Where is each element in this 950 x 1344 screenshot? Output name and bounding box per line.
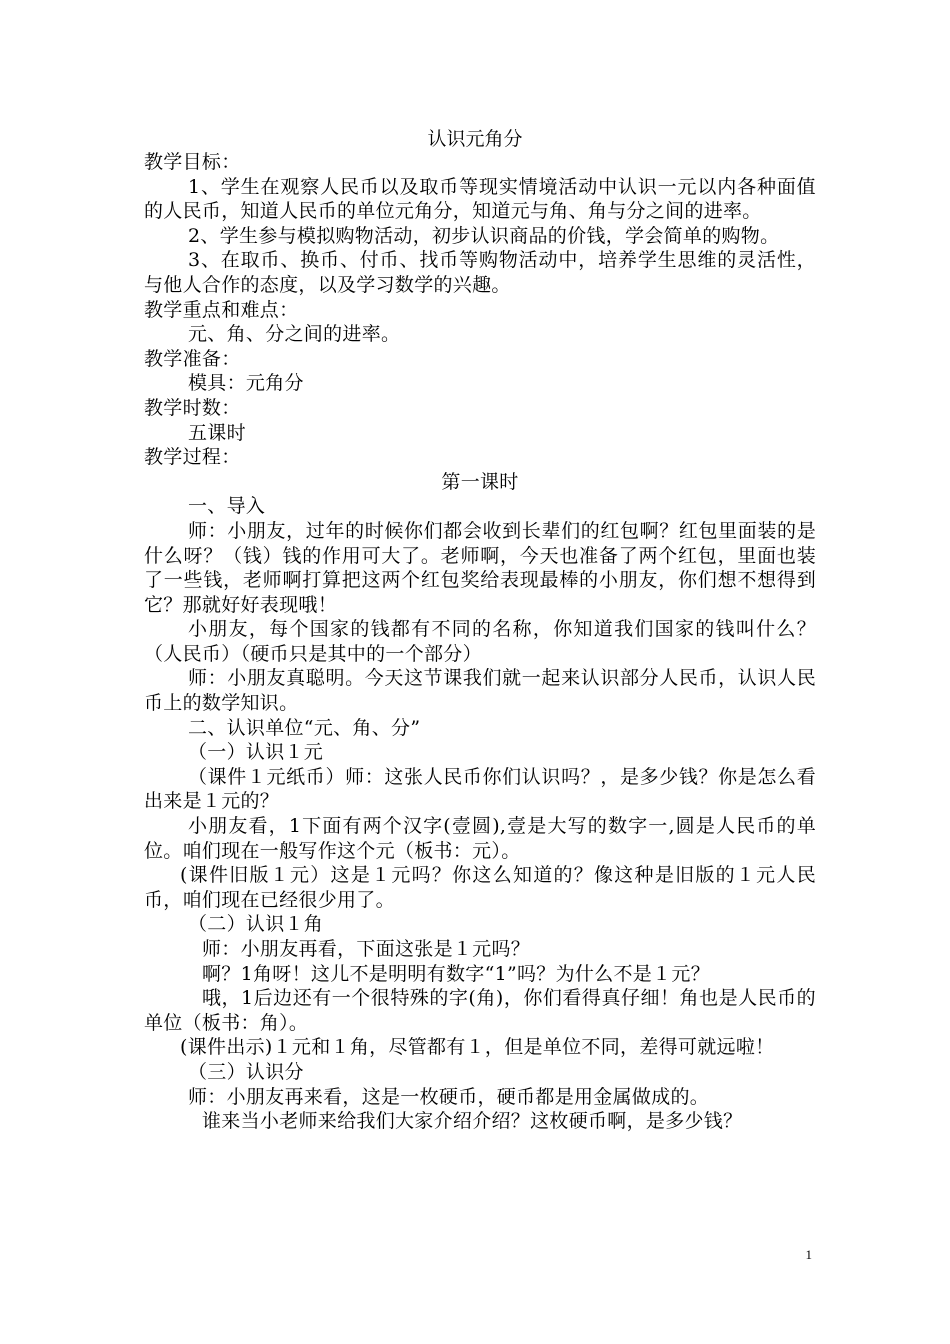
- paragraph: 哦，1后边还有一个很特殊的字(角)，你们看得真仔细！角也是人民币的单位（板书：角）。: [144, 987, 816, 1034]
- paragraph: 一、导入: [188, 495, 266, 518]
- section-heading-goals: 教学目标：: [144, 151, 241, 173]
- page-number: 1: [805, 1247, 812, 1262]
- goal-item-3: 3、在取币、换币、付币、找币等购物活动中，培养学生思维的灵活性，与他人合作的态度，以及学习数学的兴趣。: [144, 249, 816, 296]
- document-body: [144, 150, 816, 1134]
- section-heading-key-points: 教学重点和难点：: [144, 298, 299, 321]
- paragraph: 师：小朋友，过年的时候你们都会收到长辈们的红包啊？红包里面装的是什么呀？（钱）钱的作用可大了。老师啊，今天也准备了两个红包，里面也装了一些钱，老师啊打算把这两个红包奖给表现最棒的小朋友，你们想不想得到它？那就好好表现哦！: [144, 519, 816, 616]
- goal-item-1: 1、学生在观察人民币以及取币等现实情境活动中认识一元以内各种面值的人民币，知道人民币的单位元角分，知道元与角、角与分之间的进率。: [144, 175, 816, 223]
- section-heading-preparation: 教学准备：: [144, 347, 241, 370]
- paragraph: （二）认识１角: [188, 913, 324, 936]
- paragraph: 小朋友，每个国家的钱都有不同的名称，你知道我们国家的钱叫什么？（人民币）（硬币只是其中的一个部分）: [144, 618, 816, 665]
- section-heading-process: 教学过程：: [144, 446, 241, 469]
- key-points-text: 元、角、分之间的进率。: [188, 323, 401, 346]
- paragraph: （三）认识分: [188, 1060, 304, 1083]
- preparation-text: 模具：元角分: [188, 372, 304, 395]
- paragraph: 啊？1角呀！这儿不是明明有数字“1”吗？为什么不是１元？: [202, 962, 711, 985]
- goal-item-2: 2、学生参与模拟购物活动，初步认识商品的价钱，学会简单的购物。: [188, 224, 780, 247]
- lesson-title: 第一课时: [441, 470, 519, 493]
- paragraph: 二、认识单位“元、角、分”: [188, 716, 421, 739]
- paragraph: 谁来当小老师来给我们大家介绍介绍？这枚硬币啊，是多少钱？: [202, 1110, 743, 1133]
- paragraph: （课件１元纸币）师：这张人民币你们认识吗？，是多少钱？你是怎么看出来是１元的？: [144, 765, 816, 813]
- paragraph: (课件旧版１元）这是１元吗？你这么知道的？像这种是旧版的１元人民币，咱们现在已经很少用了。: [144, 864, 816, 911]
- section-heading-hours: 教学时数：: [144, 396, 241, 419]
- document-title: 认识元角分: [427, 128, 523, 150]
- paragraph: 师：小朋友再来看，这是一枚硬币，硬币都是用金属做成的。: [188, 1085, 710, 1108]
- paragraph: (课件出示)１元和１角，尽管都有１，但是单位不同，差得可就远啦！: [180, 1036, 775, 1059]
- paragraph: 师：小朋友再看，下面这张是１元吗？: [202, 938, 531, 960]
- paragraph: 师：小朋友真聪明。今天这节课我们就一起来认识部分人民币，认识人民币上的数学知识。: [144, 667, 816, 715]
- hours-text: 五课时: [188, 421, 246, 444]
- paragraph: （一）认识１元: [188, 741, 324, 764]
- paragraph: 小朋友看，1下面有两个汉字(壹圆),壹是大写的数字一,圆是人民币的单位。咱们现在一般写作这个元（板书：元）。: [144, 815, 816, 862]
